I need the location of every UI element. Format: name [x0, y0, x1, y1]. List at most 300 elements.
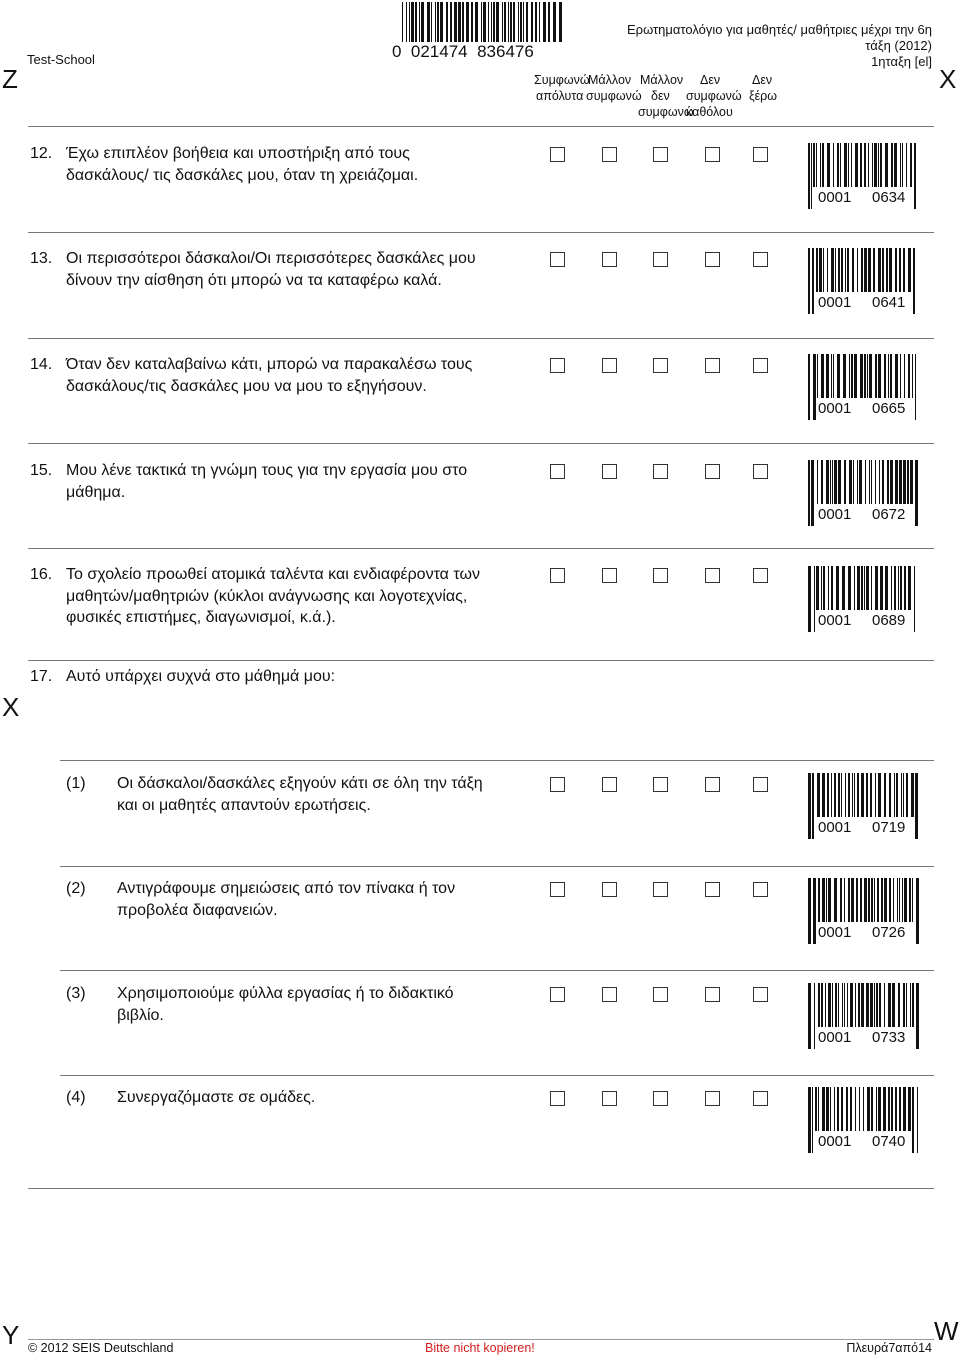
barcode-bar — [845, 773, 846, 817]
answer-checkbox-disagree[interactable] — [653, 987, 668, 1002]
answer-checkbox-disagree[interactable] — [653, 147, 668, 162]
col-4-line-2: συμφωνώ — [686, 89, 742, 103]
barcode-bar — [821, 983, 823, 1027]
barcode-code-1: 0001 — [818, 1029, 852, 1046]
barcode-bar — [831, 354, 832, 398]
answer-checkbox-agree[interactable] — [602, 464, 617, 479]
answer-checkbox-strongly-agree[interactable] — [550, 252, 565, 267]
barcode-bar — [502, 2, 503, 42]
barcode-bar — [852, 248, 854, 292]
barcode-bar — [508, 2, 509, 42]
barcode-code-1: 0001 — [818, 819, 852, 836]
item-text — [117, 983, 454, 1026]
barcode-bar — [872, 143, 873, 187]
barcode-bar — [912, 878, 913, 922]
barcode-bar — [867, 354, 868, 398]
barcode-bar — [849, 354, 850, 398]
barcode-bar — [910, 143, 912, 187]
barcode-bar — [844, 143, 847, 187]
barcode-bar — [861, 773, 864, 817]
answer-checkbox-disagree[interactable] — [653, 1091, 668, 1106]
barcode-bar — [876, 983, 878, 1027]
barcode-bar — [888, 354, 889, 398]
barcode-bar — [847, 983, 848, 1027]
barcode-bar — [846, 1087, 848, 1131]
barcode-bar — [884, 983, 885, 1027]
barcode-bar — [863, 1087, 864, 1131]
barcode-bar — [878, 143, 879, 187]
question-line: Μου λένε τακτικά τη γνώμη τους για την εργασία μου στο — [66, 462, 468, 479]
answer-checkbox-agree[interactable] — [602, 1091, 617, 1106]
barcode-code-2: 0733 — [872, 1029, 906, 1046]
barcode-bar — [837, 1087, 839, 1131]
barcode-bar — [878, 773, 881, 817]
divider — [60, 1075, 934, 1076]
item-line: βιβλίο. — [117, 1006, 164, 1024]
barcode-bar — [879, 460, 880, 504]
divider — [28, 126, 934, 127]
answer-checkbox-dont-know[interactable] — [753, 358, 768, 373]
barcode-bar — [907, 460, 909, 504]
item-barcode — [808, 773, 920, 839]
answer-checkbox-agree[interactable] — [602, 777, 617, 792]
footer-rule — [28, 1339, 934, 1340]
barcode-bar — [914, 143, 916, 209]
answer-checkbox-disagree[interactable] — [653, 777, 668, 792]
barcode-bar — [842, 566, 845, 610]
barcode-bar — [911, 773, 914, 817]
item-barcode — [808, 143, 920, 209]
col-5-line-2: ξέρω — [749, 89, 778, 103]
barcode-bar — [848, 566, 851, 610]
barcode-bar — [898, 566, 899, 610]
col-1-line-2: απόλυτα — [536, 89, 584, 103]
answer-checkbox-disagree[interactable] — [653, 464, 668, 479]
barcode-bar — [411, 2, 414, 42]
barcode-bar — [822, 143, 824, 187]
answer-checkbox-dont-know[interactable] — [753, 464, 768, 479]
question-number: 14. — [30, 356, 53, 373]
barcode-bar — [815, 1087, 817, 1131]
question-text — [66, 564, 480, 629]
barcode-bar — [875, 354, 877, 398]
barcode-bar — [402, 2, 403, 42]
barcode-bar — [884, 773, 886, 817]
answer-checkbox-disagree[interactable] — [653, 568, 668, 583]
barcode-bar — [869, 460, 870, 504]
barcode-bar — [880, 566, 883, 610]
barcode-bar — [902, 143, 903, 187]
barcode-bar — [822, 1087, 825, 1131]
answer-column-headers — [0, 72, 960, 122]
barcode-bar — [841, 773, 842, 817]
barcode-bar — [850, 1087, 852, 1131]
barcode-bar — [466, 2, 469, 42]
barcode-bar — [834, 878, 837, 922]
barcode-bar — [454, 2, 457, 42]
answer-checkbox-agree[interactable] — [602, 252, 617, 267]
barcode-bar — [813, 143, 815, 187]
barcode-bar — [898, 983, 900, 1027]
barcode-code-1: 0001 — [818, 1133, 852, 1150]
barcode-bar — [833, 354, 834, 398]
answer-checkbox-disagree[interactable] — [653, 252, 668, 267]
barcode-bar — [855, 1087, 856, 1131]
barcode-bar — [828, 566, 829, 610]
barcode-bar — [828, 878, 831, 922]
item-barcode — [808, 460, 920, 526]
barcode-bar — [483, 2, 486, 42]
title-line-1: Ερωτηματολόγιο για μαθητές/ μαθήτριες μέχρι την 6η — [627, 22, 932, 37]
barcode-bar — [879, 983, 881, 1027]
barcode-bar — [884, 354, 886, 398]
barcode-bar — [818, 878, 820, 922]
barcode-bar — [910, 460, 913, 504]
barcode-bar — [871, 1087, 873, 1131]
barcode-bar — [887, 460, 889, 504]
question-text — [66, 248, 476, 291]
barcode-bar — [906, 143, 907, 187]
footer-page-number: Πλευρά7από14 — [846, 1341, 932, 1355]
barcode-bar — [539, 2, 540, 42]
item-barcode — [808, 878, 920, 944]
barcode-bar — [844, 983, 845, 1027]
barcode-bar — [903, 773, 904, 817]
barcode-bar — [899, 878, 900, 922]
barcode-bar — [854, 773, 855, 817]
question-number: 15. — [30, 462, 53, 479]
barcode-bar — [888, 1087, 890, 1131]
answer-checkbox-strongly-agree[interactable] — [550, 777, 565, 792]
barcode-bar — [855, 983, 856, 1027]
barcode-bar — [440, 2, 443, 42]
answer-checkbox-strongly-agree[interactable] — [550, 464, 565, 479]
footer-copyright: © 2012 SEIS Deutschland — [28, 1341, 174, 1355]
answer-checkbox-dont-know[interactable] — [753, 777, 768, 792]
answer-checkbox-dont-know[interactable] — [753, 987, 768, 1002]
answer-checkbox-agree[interactable] — [602, 147, 617, 162]
barcode-bar — [902, 878, 903, 922]
item-barcode — [808, 248, 920, 314]
barcode-bar — [817, 354, 818, 398]
barcode-bar — [874, 983, 875, 1027]
title-line-2: τάξη (2012) — [865, 38, 932, 53]
barcode-bar — [837, 143, 839, 187]
barcode-bar — [878, 248, 881, 292]
barcode-bar — [842, 983, 843, 1027]
answer-checkbox-agree[interactable] — [602, 358, 617, 373]
barcode-bar — [860, 143, 862, 187]
answer-checkbox-dont-know[interactable] — [753, 882, 768, 897]
barcode-bar — [908, 354, 910, 398]
barcode-bar — [858, 983, 860, 1027]
barcode-bar — [899, 248, 901, 292]
barcode-bar — [869, 354, 872, 398]
barcode-bar — [845, 248, 846, 292]
barcode-code-2: 0719 — [872, 819, 906, 836]
barcode-bar — [908, 566, 911, 610]
answer-checkbox-strongly-disagree[interactable] — [705, 1091, 720, 1106]
answer-checkbox-strongly-agree[interactable] — [550, 147, 565, 162]
barcode-bar — [899, 1087, 901, 1131]
barcode-bar — [895, 354, 898, 398]
barcode-bar — [504, 2, 506, 42]
question-text — [66, 143, 418, 186]
barcode-bar — [890, 354, 892, 398]
barcode-bar — [904, 566, 906, 610]
barcode-bar — [904, 354, 905, 398]
item-text — [117, 773, 483, 816]
barcode-bar — [808, 248, 810, 314]
answer-checkbox-strongly-agree[interactable] — [550, 987, 565, 1002]
corner-marker-bottom-left: Y — [2, 1320, 20, 1350]
barcode-bar — [826, 878, 827, 922]
barcode-bar — [811, 143, 812, 209]
barcode-code-2: 0672 — [872, 506, 906, 523]
barcode-bar — [812, 248, 814, 314]
barcode-bar — [816, 248, 818, 292]
barcode-bar — [851, 878, 854, 922]
barcode-bar — [838, 460, 841, 504]
barcode-bar — [437, 2, 439, 42]
answer-checkbox-agree[interactable] — [602, 987, 617, 1002]
barcode-bar — [906, 773, 908, 817]
barcode-bar — [475, 2, 478, 42]
answer-checkbox-strongly-agree[interactable] — [550, 882, 565, 897]
barcode-bar — [895, 1087, 897, 1131]
item-line: προβολέα διαφανειών. — [117, 901, 278, 919]
barcode-bar — [848, 773, 850, 817]
barcode-bar — [518, 2, 519, 42]
footer-copy-notice: Bitte nicht kopieren! — [425, 1341, 535, 1355]
barcode-bar — [496, 2, 499, 42]
answer-checkbox-strongly-disagree[interactable] — [705, 252, 720, 267]
barcode-bar — [808, 983, 811, 1049]
barcode-code-2: 0665 — [872, 400, 906, 417]
barcode-bar — [831, 773, 832, 817]
barcode-bar — [808, 354, 810, 420]
question-number: 16. — [30, 566, 53, 583]
answer-checkbox-dont-know[interactable] — [753, 1091, 768, 1106]
question-line: Έχω επιπλέον βοήθεια και υποστήριξη από τους — [66, 145, 410, 162]
barcode-bar — [859, 460, 862, 504]
barcode-bar — [874, 878, 875, 922]
divider — [60, 866, 934, 867]
barcode-bar — [827, 248, 828, 292]
barcode-bar — [826, 354, 829, 398]
answer-checkbox-strongly-agree[interactable] — [550, 568, 565, 583]
barcode-bar — [916, 983, 919, 1049]
question-line: φυσικές επιστήμες, διαγωνισμοί, κ.ά.). — [66, 609, 336, 626]
barcode-bar — [916, 878, 919, 944]
barcode-bar — [885, 143, 888, 187]
barcode-bar — [889, 878, 891, 922]
barcode-bar — [491, 2, 492, 42]
col-5-line-1: Δεν — [752, 73, 773, 87]
answer-checkbox-agree[interactable] — [602, 882, 617, 897]
header-barcode — [402, 2, 564, 42]
barcode-bar — [893, 878, 894, 922]
barcode-bar — [831, 566, 833, 610]
answer-checkbox-dont-know[interactable] — [753, 252, 768, 267]
barcode-bar — [814, 566, 815, 632]
item-barcode — [808, 1087, 920, 1153]
barcode-bar — [553, 2, 556, 42]
item-line: Συνεργαζόμαστε σε ομάδες. — [117, 1089, 316, 1106]
barcode-bar — [914, 566, 915, 632]
answer-checkbox-dont-know[interactable] — [753, 147, 768, 162]
question-line: δασκάλους/ τις δασκάλες μου, όταν τη χρειάζομαι. — [66, 166, 419, 184]
barcode-bar — [882, 460, 884, 504]
barcode-bar — [857, 248, 858, 292]
barcode-bar — [875, 566, 878, 610]
answer-checkbox-disagree[interactable] — [653, 358, 668, 373]
barcode-code-1: 0001 — [818, 612, 852, 629]
barcode-bar — [866, 983, 869, 1027]
barcode-bar — [548, 2, 550, 42]
barcode-bar — [903, 983, 905, 1027]
barcode-code-1: 0001 — [818, 294, 852, 311]
barcode-bar — [526, 2, 528, 42]
barcode-bar — [866, 773, 868, 817]
question-text: Αυτό υπάρχει συχνά στο μάθημά μου: — [66, 668, 336, 685]
answer-checkbox-strongly-disagree[interactable] — [705, 464, 720, 479]
answer-checkbox-disagree[interactable] — [653, 882, 668, 897]
barcode-bar — [860, 878, 862, 922]
barcode-bar — [836, 566, 839, 610]
barcode-code-1: 0001 — [818, 189, 852, 206]
barcode-bar — [915, 460, 918, 526]
barcode-bar — [868, 248, 871, 292]
answer-checkbox-strongly-disagree[interactable] — [705, 882, 720, 897]
divider — [28, 660, 934, 661]
barcode-bar — [853, 460, 854, 504]
barcode-bar — [855, 143, 858, 187]
barcode-bar — [874, 143, 877, 187]
divider — [28, 443, 934, 444]
barcode-bar — [903, 460, 906, 504]
barcode-bar — [821, 460, 823, 504]
question-line: Όταν δεν καταλαβαίνω κάτι, μπορώ να παρακαλέσω τους — [66, 356, 473, 373]
question-line: Το σχολείο προωθεί ατομικά ταλέντα και ενδιαφέροντα των — [66, 566, 480, 583]
barcode-bar — [843, 354, 846, 398]
item-line: και οι μαθητές απαντούν ερωτήσεις. — [117, 796, 371, 814]
barcode-bar — [894, 143, 897, 187]
question-number: 17. — [30, 668, 53, 685]
barcode-bar — [912, 354, 913, 398]
barcode-bar — [857, 566, 860, 610]
barcode-bar — [823, 566, 825, 610]
answer-checkbox-strongly-disagree[interactable] — [705, 568, 720, 583]
barcode-bar — [835, 248, 836, 292]
barcode-bar — [808, 773, 811, 839]
question-text — [66, 354, 472, 397]
item-barcode — [808, 354, 920, 420]
barcode-bar — [861, 566, 863, 610]
barcode-bar — [866, 566, 869, 610]
header-barcode-number: 0 021474 836476 — [392, 42, 534, 61]
item-line: Χρησιμοποιούμε φύλλα εργασίας ή το διδακτικό — [117, 985, 454, 1002]
barcode-bar — [835, 983, 837, 1027]
barcode-bar — [830, 1087, 831, 1131]
barcode-bar — [880, 143, 882, 187]
barcode-bar — [832, 460, 833, 504]
barcode-bar — [871, 878, 873, 922]
question-line: μαθητών/μαθητριών (κύκλοι ανάγνωσης και λογοτεχνίας, — [66, 587, 468, 605]
barcode-bar — [409, 2, 410, 42]
barcode-bar — [513, 2, 515, 42]
barcode-bar — [864, 143, 866, 187]
answer-checkbox-strongly-disagree[interactable] — [705, 147, 720, 162]
barcode-bar — [458, 2, 461, 42]
col-3-line-3: συμφωνώ — [638, 105, 694, 119]
barcode-bar — [910, 983, 911, 1027]
barcode-bar — [808, 566, 811, 632]
barcode-bar — [406, 2, 407, 42]
barcode-bar — [909, 878, 911, 922]
barcode-bar — [864, 878, 867, 922]
answer-checkbox-strongly-disagree[interactable] — [705, 777, 720, 792]
barcode-bar — [896, 773, 898, 817]
barcode-bar — [915, 354, 916, 420]
col-2-line-2: συμφωνώ — [586, 89, 642, 103]
barcode-bar — [814, 983, 815, 1049]
barcode-bar — [878, 1087, 881, 1131]
divider — [28, 232, 934, 233]
answer-checkbox-agree[interactable] — [602, 568, 617, 583]
answer-checkbox-strongly-agree[interactable] — [550, 358, 565, 373]
barcode-bar — [816, 566, 819, 610]
item-number: (2) — [66, 880, 86, 897]
barcode-bar — [894, 566, 896, 610]
barcode-bar — [889, 248, 892, 292]
barcode-code-1: 0001 — [818, 506, 852, 523]
barcode-bar — [851, 354, 853, 398]
barcode-bar — [875, 460, 876, 504]
barcode-bar — [859, 1087, 860, 1131]
barcode-bar — [894, 773, 895, 817]
answer-checkbox-strongly-disagree[interactable] — [705, 987, 720, 1002]
question-line: δίνουν την αίσθηση ότι μπορώ να τα καταφέρω καλά. — [66, 271, 442, 289]
barcode-bar — [889, 773, 891, 817]
barcode-bar — [871, 566, 872, 610]
answer-checkbox-strongly-disagree[interactable] — [705, 358, 720, 373]
corner-marker-mid-left: X — [2, 692, 20, 722]
barcode-bar — [903, 1087, 906, 1131]
barcode-bar — [421, 2, 424, 42]
barcode-bar — [878, 354, 881, 398]
barcode-bar — [870, 983, 873, 1027]
item-number: (4) — [66, 1089, 86, 1106]
barcode-bar — [881, 878, 883, 922]
barcode-code-1: 0001 — [818, 400, 852, 417]
barcode-bar — [833, 143, 834, 187]
answer-checkbox-dont-know[interactable] — [753, 568, 768, 583]
barcode-bar — [818, 1087, 819, 1131]
barcode-bar — [415, 2, 417, 42]
barcode-bar — [892, 983, 895, 1027]
item-line: Οι δάσκαλοι/δασκάλες εξηγούν κάτι σε όλη την τάξη — [117, 775, 483, 792]
item-text — [117, 878, 455, 921]
barcode-bar — [841, 1087, 843, 1131]
barcode-bar — [891, 1087, 893, 1131]
barcode-bar — [864, 566, 865, 610]
barcode-bar — [808, 878, 811, 944]
divider — [28, 548, 934, 549]
answer-checkbox-strongly-agree[interactable] — [550, 1091, 565, 1106]
barcode-bar — [900, 566, 902, 610]
barcode-bar — [844, 460, 846, 504]
